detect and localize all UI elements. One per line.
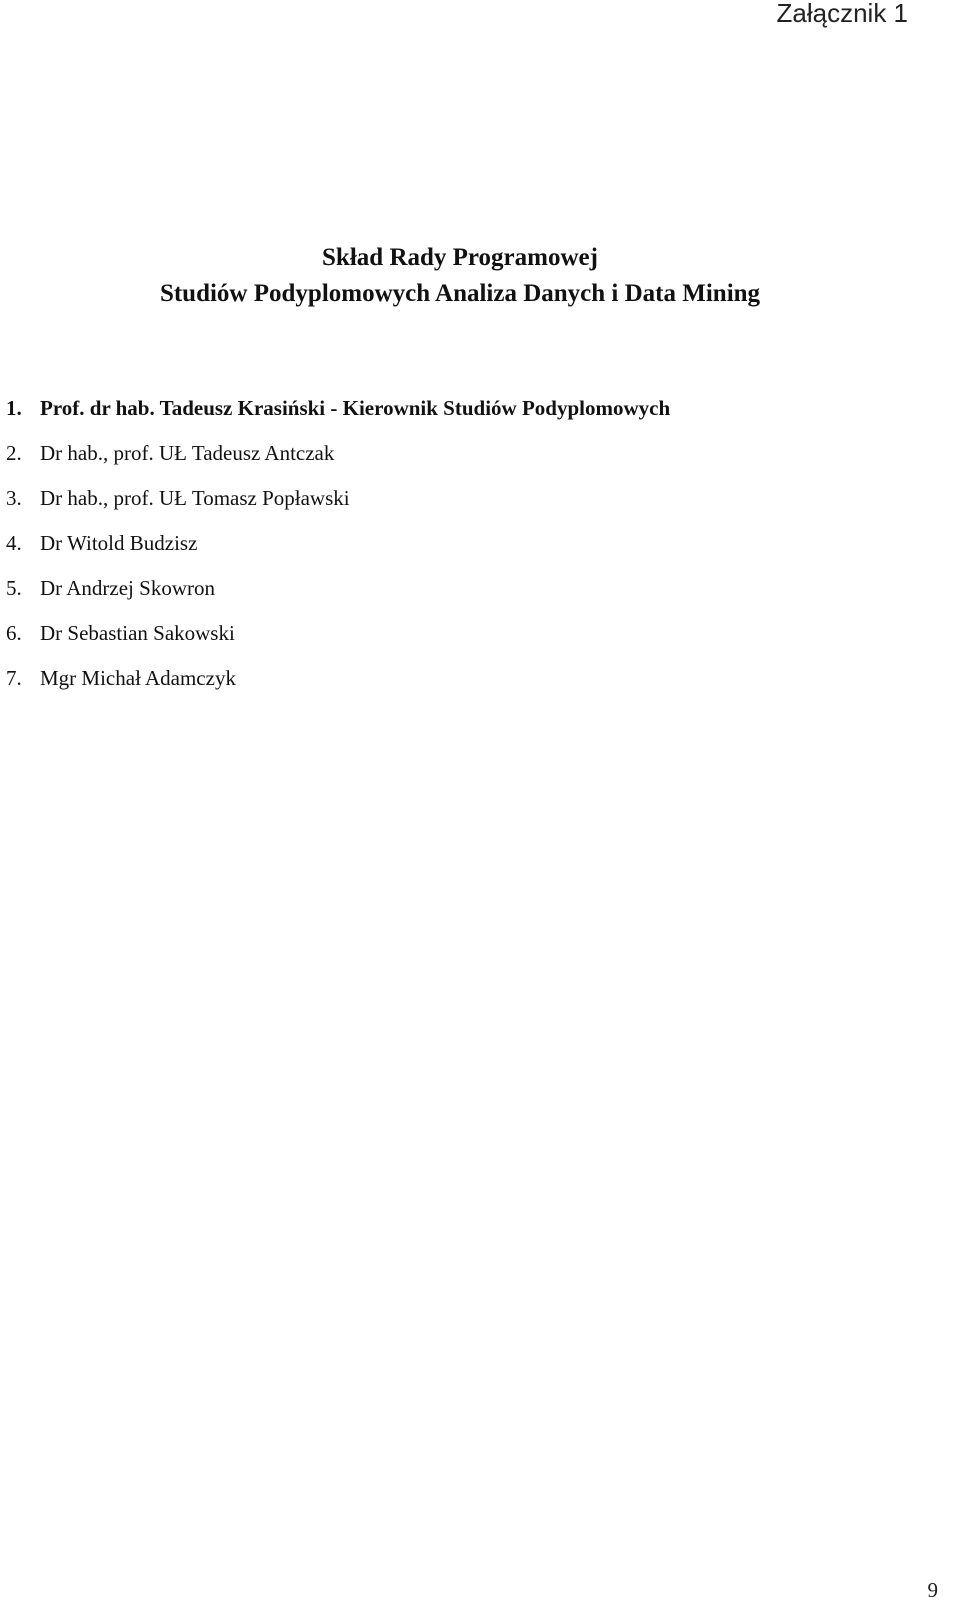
list-item — [6, 396, 670, 441]
list-item — [6, 486, 670, 531]
list-item-number: 5. — [6, 576, 22, 600]
member-list — [6, 396, 670, 711]
list-item-number: 3. — [6, 486, 22, 510]
list-item-text: Dr Witold Budzisz — [40, 531, 198, 555]
list-item-number: 7. — [6, 666, 22, 690]
list-item — [6, 441, 670, 486]
list-item-text: Dr Sebastian Sakowski — [40, 621, 235, 645]
list-item — [6, 666, 670, 711]
page-number: 9 — [927, 1578, 938, 1602]
list-item-number: 4. — [6, 531, 22, 555]
list-item-number: 6. — [6, 621, 22, 645]
list-item-text: Prof. dr hab. Tadeusz Krasiński - Kierownik Studiów Podyplomowych — [40, 396, 671, 420]
list-item-text: Dr Andrzej Skowron — [40, 576, 215, 600]
list-item-number: 1. — [6, 396, 22, 420]
title-line-2: Studiów Podyplomowych Analiza Danych i Data Mining — [159, 280, 761, 307]
title-line-1: Skład Rady Programowej — [322, 244, 598, 271]
document-title — [0, 240, 920, 312]
annex-label: Załącznik 1 — [776, 0, 908, 28]
list-item-text: Mgr Michał Adamczyk — [40, 666, 236, 690]
list-item-text: Dr hab., prof. UŁ Tomasz Popławski — [40, 486, 350, 510]
list-item — [6, 531, 670, 576]
list-item — [6, 621, 670, 666]
list-item-text: Dr hab., prof. UŁ Tadeusz Antczak — [40, 441, 335, 465]
list-item-number: 2. — [6, 441, 22, 465]
list-item — [6, 576, 670, 621]
